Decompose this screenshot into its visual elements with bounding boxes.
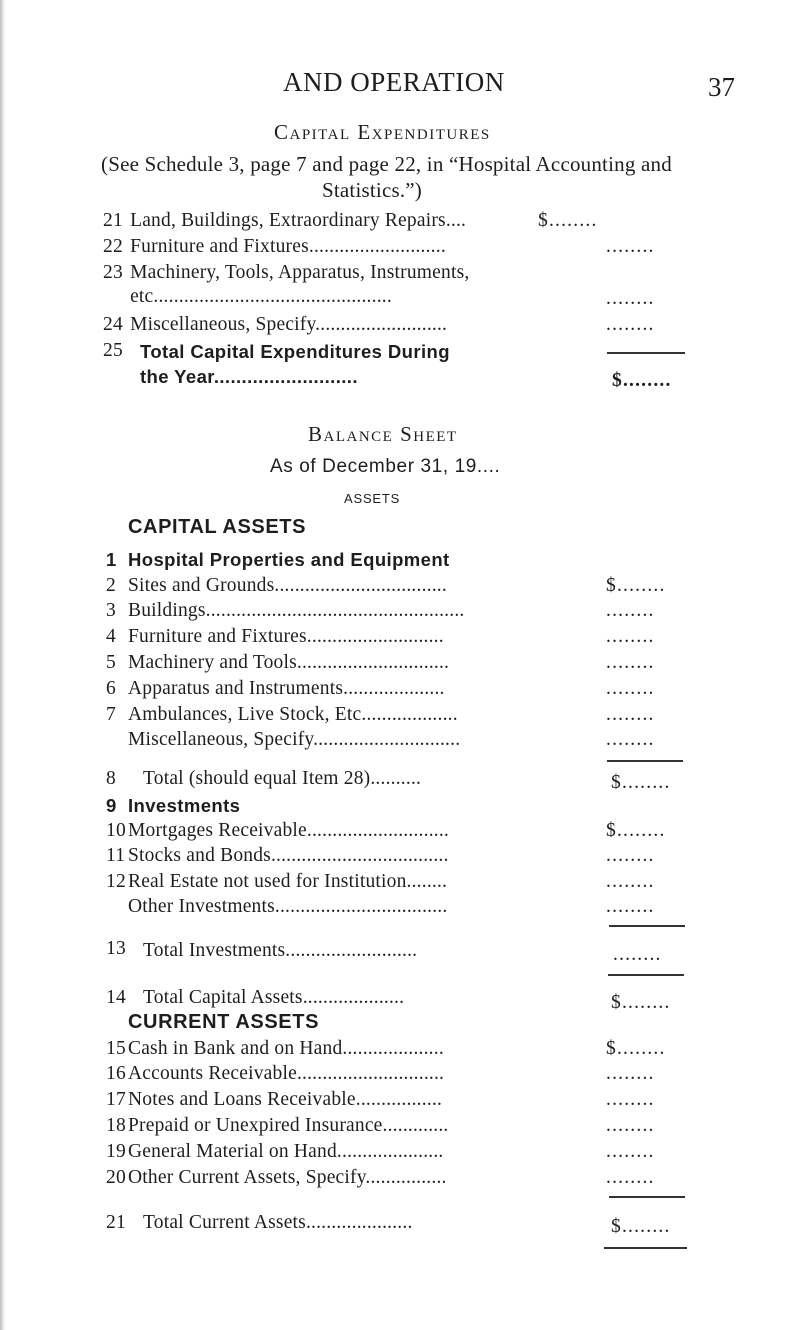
final-total-rule bbox=[604, 1247, 687, 1249]
current-item: 20 Other Current Assets, Specify................ bbox=[106, 1167, 447, 1188]
total-rule bbox=[607, 760, 683, 762]
capital-item-amount: ........ bbox=[606, 729, 655, 750]
total-investments-label: Total Investments.......................... bbox=[143, 940, 418, 961]
investment-item: 11 Stocks and Bonds................................... bbox=[106, 845, 449, 866]
balance-sheet-date: As of December 31, 19.... bbox=[270, 456, 501, 477]
current-assets-heading: CURRENT ASSETS bbox=[128, 1011, 320, 1033]
total-rule bbox=[608, 974, 684, 976]
expenditure-amount: $........ bbox=[538, 210, 598, 231]
investment-item: 10 Mortgages Receivable............................ bbox=[106, 820, 449, 841]
investment-amount: ........ bbox=[606, 896, 655, 917]
capital-item-amount: $........ bbox=[606, 575, 666, 596]
expenditure-total-label-line1: Total Capital Expenditures During bbox=[140, 341, 450, 362]
investments-heading: 9 Investments bbox=[106, 795, 241, 816]
capital-item: 4 Furniture and Fixtures........................... bbox=[106, 626, 444, 647]
capital-assets-heading: CAPITAL ASSETS bbox=[128, 516, 307, 538]
current-item-amount: ........ bbox=[606, 1167, 655, 1188]
section-title-balance-sheet: Balance Sheet bbox=[308, 422, 458, 446]
assets-label: ASSETS bbox=[344, 491, 401, 506]
running-title: AND OPERATION bbox=[283, 67, 505, 97]
expenditure-amount: ........ bbox=[606, 288, 655, 309]
capital-item: 2 Sites and Grounds.................................. bbox=[106, 575, 447, 596]
expenditure-item: 22 Furniture and Fixtures........................... bbox=[103, 236, 446, 257]
investment-amount: ........ bbox=[606, 871, 655, 892]
current-item: 19 General Material on Hand..................... bbox=[106, 1141, 444, 1162]
schedule-note-line2: Statistics.”) bbox=[322, 178, 423, 202]
total-rule bbox=[609, 1196, 685, 1198]
expenditure-amount: ........ bbox=[606, 314, 655, 335]
capital-item: Miscellaneous, Specify............................. bbox=[128, 729, 461, 750]
total-capital-amount: $........ bbox=[611, 772, 671, 793]
capital-item: 7 Ambulances, Live Stock, Etc................... bbox=[106, 704, 458, 725]
total-capital-label: Total (should equal Item 28).......... bbox=[143, 768, 422, 789]
investment-item: Other Investments.................................. bbox=[128, 896, 448, 917]
total-rule bbox=[607, 352, 685, 354]
total-current-label: Total Current Assets..................... bbox=[143, 1212, 413, 1233]
total-capital-assets-amount: $........ bbox=[611, 992, 671, 1013]
total-current-amount: $........ bbox=[611, 1216, 671, 1237]
current-item-amount: $........ bbox=[606, 1038, 666, 1059]
page-number: 37 bbox=[708, 72, 735, 102]
current-item-amount: ........ bbox=[606, 1141, 655, 1162]
expenditure-amount: ........ bbox=[606, 236, 655, 257]
capital-item: 5 Machinery and Tools.............................. bbox=[106, 652, 450, 673]
expenditure-item: 23 Machinery, Tools, Apparatus, Instruments, bbox=[103, 262, 470, 283]
total-capital-assets-number: 14 bbox=[106, 987, 126, 1008]
schedule-note-line1: (See Schedule 3, page 7 and page 22, in “Hospital Accounting and bbox=[101, 152, 672, 176]
capital-item-heading: 1 Hospital Properties and Equipment bbox=[106, 549, 450, 570]
expenditure-total-number: 25 bbox=[103, 340, 123, 361]
total-current-number: 21 bbox=[106, 1212, 126, 1233]
capital-item-amount: ........ bbox=[606, 652, 655, 673]
expenditure-item: 21 Land, Buildings, Extraordinary Repairs.... bbox=[103, 210, 467, 231]
expenditure-item-continued: etc............................................... bbox=[130, 286, 392, 307]
current-item-amount: ........ bbox=[606, 1115, 655, 1136]
section-title-capital-expenditures: Capital Expenditures bbox=[274, 120, 491, 144]
total-capital-number: 8 bbox=[106, 768, 116, 789]
capital-item: 6 Apparatus and Instruments.................... bbox=[106, 678, 445, 699]
current-item: 16 Accounts Receivable............................. bbox=[106, 1063, 445, 1084]
investment-amount: $........ bbox=[606, 820, 666, 841]
current-item-amount: ........ bbox=[606, 1089, 655, 1110]
total-rule bbox=[609, 925, 685, 927]
total-investments-amount: ........ bbox=[613, 944, 662, 965]
capital-item-amount: ........ bbox=[606, 626, 655, 647]
current-item: 17 Notes and Loans Receivable................. bbox=[106, 1089, 443, 1110]
capital-item-amount: ........ bbox=[606, 678, 655, 699]
capital-item-amount: ........ bbox=[606, 600, 655, 621]
investment-item: 12 Real Estate not used for Institution........ bbox=[106, 871, 448, 892]
current-item: 15 Cash in Bank and on Hand.................... bbox=[106, 1038, 444, 1059]
investment-amount: ........ bbox=[606, 845, 655, 866]
capital-item: 3 Buildings................................................... bbox=[106, 600, 465, 621]
page-edge-shadow bbox=[0, 0, 6, 1330]
total-capital-assets-label: Total Capital Assets.................... bbox=[143, 987, 405, 1008]
expenditure-total-label-line2: the Year.......................... bbox=[140, 366, 358, 387]
expenditure-total-amount: $........ bbox=[612, 370, 672, 391]
current-item: 18 Prepaid or Unexpired Insurance............. bbox=[106, 1115, 449, 1136]
current-item-amount: ........ bbox=[606, 1063, 655, 1084]
total-investments-number: 13 bbox=[106, 938, 126, 959]
capital-item-amount: ........ bbox=[606, 704, 655, 725]
expenditure-item: 24 Miscellaneous, Specify.......................... bbox=[103, 314, 448, 335]
